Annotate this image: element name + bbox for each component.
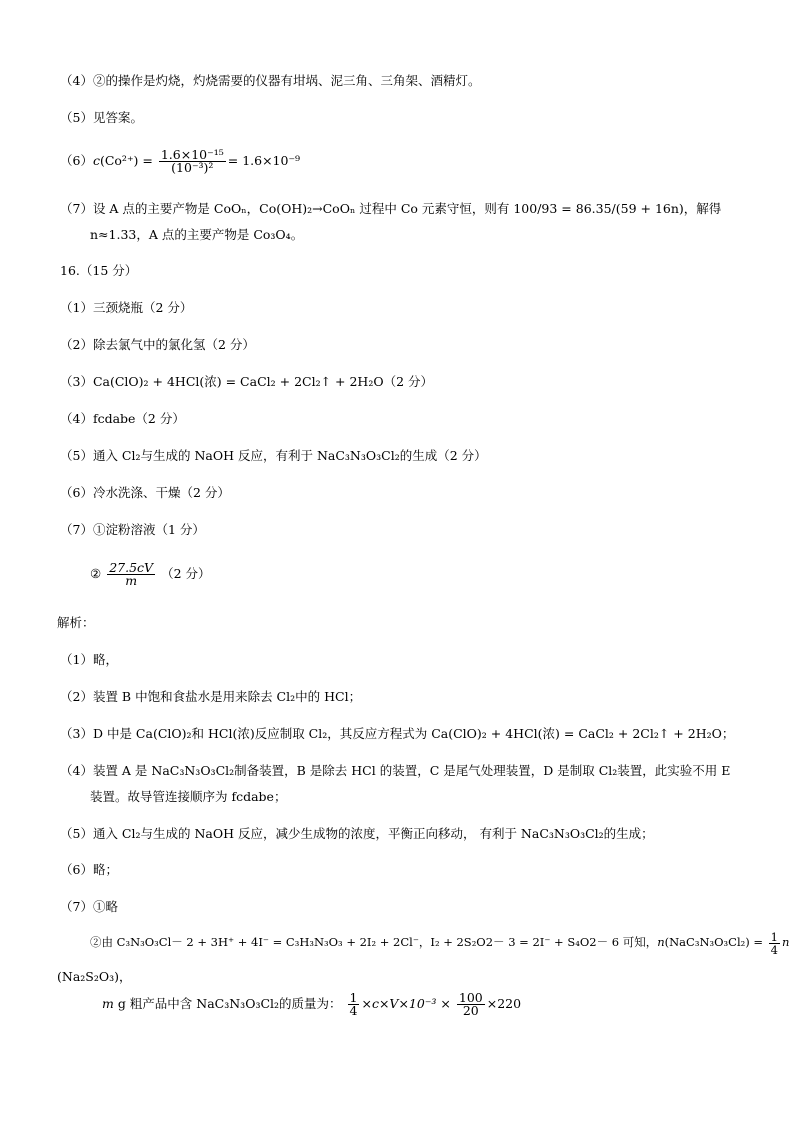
q6-rhs: = 1.6×10⁻⁹	[227, 153, 301, 168]
q6-numerator: 1.6×10⁻¹⁵	[160, 147, 224, 162]
e7b-text: ②由 C₃N₃O₃Cl－ 2 + 3H⁺ + 4I⁻ = C₃H₃N₃O₃ + 2I₂ + 2Cl⁻，I₂ + 2S₂O2－ 3 = 2I⁻ + S₄O2－ 6 可知，	[90, 935, 658, 949]
answer-q6	[60, 146, 300, 176]
e8-text: g 粗产品中含 NaC₃N₃O₃Cl₂的质量为：	[113, 996, 342, 1011]
q6-denominator: (10⁻³)²	[171, 160, 214, 175]
section-16-heading: 16.（15 分）	[60, 263, 138, 278]
analysis-3: （3）D 中是 Ca(ClO)₂和 HCl(浓)反应制取 Cl₂，其反应方程式为 Ca(ClO)₂ + 4HCl(浓) = CaCl₂ + 2Cl₂↑ + 2H₂O；	[60, 726, 735, 741]
e7b-frac-den: 4	[770, 942, 778, 957]
analysis-7-2	[90, 925, 789, 959]
q6-c: c	[92, 153, 100, 168]
answer-16-7-formula	[90, 556, 211, 592]
analysis-heading: 解析：	[57, 615, 95, 630]
analysis-2: （2）装置 B 中饱和食盐水是用来除去 Cl₂中的 HCl；	[60, 689, 362, 704]
e7b-fraction	[769, 931, 780, 956]
q6-lhs: (Co²⁺) =	[99, 153, 153, 168]
analysis-8	[102, 988, 521, 1020]
a7b-denominator: m	[125, 573, 138, 588]
a7b-numerator: 27.5cV	[109, 560, 154, 575]
e7b-mid: (NaC₃N₃O₃Cl₂) =	[664, 935, 764, 949]
q6-fraction	[159, 149, 226, 174]
a7b-suffix: （2 分）	[161, 566, 211, 581]
answer-16-7: （7）①淀粉溶液（1 分）	[60, 522, 205, 537]
analysis-7-2-cont: (Na₂S₂O₃)，	[57, 969, 132, 984]
e8-fraction-2	[457, 992, 485, 1017]
e7b-n2: n	[782, 935, 790, 949]
analysis-7-1: （7）①略	[60, 899, 118, 914]
e8-frac1-den: 4	[349, 1003, 358, 1018]
analysis-6: （6）略；	[60, 862, 118, 877]
e8-fraction-1	[348, 992, 360, 1017]
answer-q4: （4）②的操作是灼烧，灼烧需要的仪器有坩埚、泥三角、三角架、酒精灯。	[60, 73, 481, 88]
analysis-4-line2: 装置。故导管连接顺序为 fcdabe；	[90, 789, 287, 804]
e8-mid: ×c×V×10⁻³ ×	[361, 996, 451, 1011]
e7b-frac-num: 1	[770, 929, 778, 944]
analysis-4-line1: （4）装置 A 是 NaC₃N₃O₃Cl₂制备装置，B 是除去 HCl 的装置，C 是尾气处理装置，D 是制取 Cl₂装置，此实验不用 E	[60, 763, 731, 778]
e8-m: m	[102, 996, 114, 1011]
answer-q5: （5）见答案。	[60, 110, 143, 125]
a7b-prefix: ②	[90, 566, 102, 581]
answer-16-1: （1）三颈烧瓶（2 分）	[60, 300, 193, 315]
answer-16-2: （2）除去氯气中的氯化氢（2 分）	[60, 337, 255, 352]
analysis-5: （5）通入 Cl₂与生成的 NaOH 反应，减少生成物的浓度，平衡正向移动， 有利于 NaC₃N₃O₃Cl₂的生成；	[60, 826, 654, 841]
e8-frac2-num: 100	[458, 990, 483, 1005]
answer-16-4: （4）fcdabe（2 分）	[60, 411, 185, 426]
q6-label: （6）	[60, 153, 93, 168]
answer-16-3: （3）Ca(ClO)₂ + 4HCl(浓) = CaCl₂ + 2Cl₂↑ + 2H₂O（2 分）	[60, 374, 434, 389]
e7b-n: n	[657, 935, 665, 949]
answer-16-6: （6）冷水洗涤、干燥（2 分）	[60, 485, 230, 500]
e8-frac1-num: 1	[349, 990, 358, 1005]
answer-q7-line1: （7）设 A 点的主要产物是 CoOₙ，Co(OH)₂→CoOₙ 过程中 Co 元素守恒，则有 100/93 = 86.35/(59 + 16n)，解得	[60, 201, 722, 216]
e8-end: ×220	[486, 996, 522, 1011]
answer-16-5: （5）通入 Cl₂与生成的 NaOH 反应，有利于 NaC₃N₃O₃Cl₂的生成（2 分）	[60, 448, 487, 463]
a7b-fraction	[107, 562, 155, 587]
analysis-1: （1）略，	[60, 652, 118, 667]
answer-q7-line2: n≈1.33，A 点的主要产物是 Co₃O₄。	[90, 227, 304, 242]
e8-frac2-den: 20	[462, 1003, 479, 1018]
